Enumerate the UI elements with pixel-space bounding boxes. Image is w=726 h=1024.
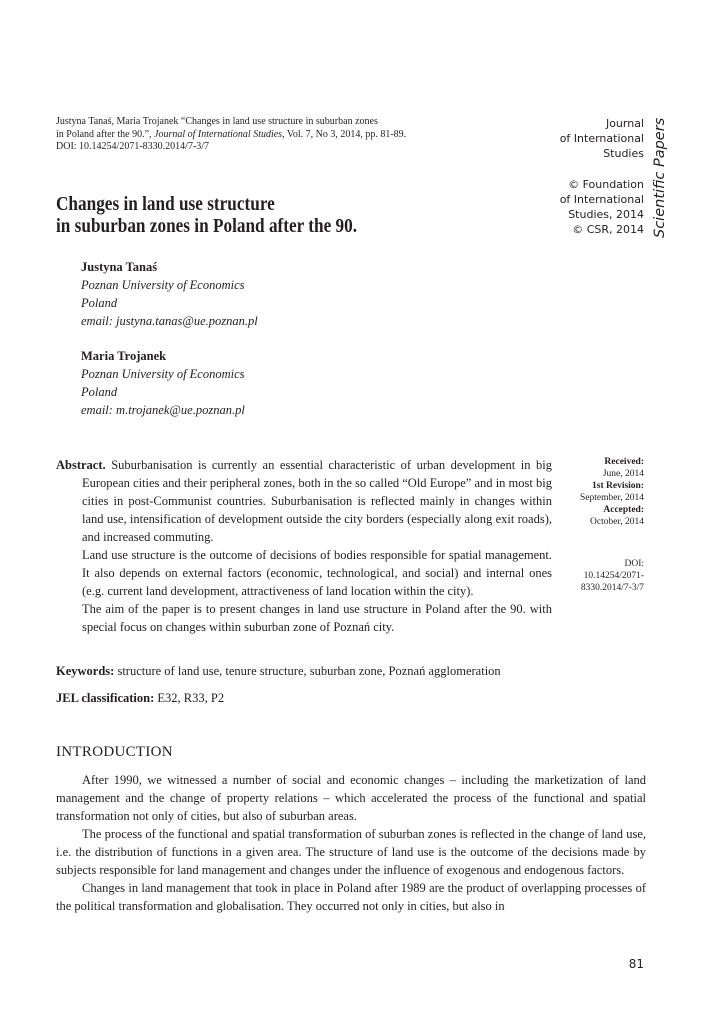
- citation-line-1: Justyna Tanaś, Maria Trojanek “Changes in land use structure in suburban zones: [56, 116, 378, 127]
- copyright-line-2: of International: [559, 193, 644, 206]
- accepted-date: October, 2014: [590, 517, 644, 527]
- doi-line-1: 10.14254/2071-: [583, 571, 644, 581]
- abstract-paragraph-2: Land use structure is the outcome of decisions of bodies responsible for spatial management. It also depends on external factors (economic, technological, and social) and internal ones (e.g. current land development, attractiveness of land location within the city).: [82, 548, 552, 598]
- jel-classification: [56, 689, 646, 707]
- title-line-1: Changes in land use structure: [56, 193, 275, 215]
- keywords: [56, 662, 646, 680]
- doi-line-2: 8330.2014/7-3/7: [580, 583, 644, 593]
- doi-label: DOI:: [624, 559, 644, 569]
- jel-label: JEL classification:: [56, 691, 155, 705]
- citation-header: [56, 116, 526, 154]
- citation-line-2-pre: in Poland after the 90.”,: [56, 128, 155, 140]
- author-affiliation: Poznan University of Economics: [81, 367, 245, 381]
- copyright-line-4: © CSR, 2014: [572, 223, 644, 236]
- author-email[interactable]: email: justyna.tanas@ue.poznan.pl: [81, 314, 258, 328]
- citation-doi: DOI: 10.14254/2071-8330.2014/7-3/7: [56, 141, 210, 152]
- copyright-line-1: © Foundation: [568, 178, 644, 191]
- citation-line-2: [56, 129, 526, 142]
- abstract: [56, 456, 552, 636]
- body-paragraph: After 1990, we witnessed a number of social and economic changes – including the marketization of land management and the change of property relations – which accelerated the process of the functional and spatial transformation not only of cities, but also of suburban areas.: [56, 773, 646, 823]
- author-country: Poland: [81, 296, 118, 310]
- author-block: [81, 258, 258, 330]
- submission-dates: [560, 456, 644, 528]
- page-number: 81: [628, 957, 644, 971]
- revision-label: 1st Revision:: [592, 481, 644, 491]
- keywords-label: Keywords:: [56, 664, 115, 678]
- abstract-paragraph-3: The aim of the paper is to present changes in land use structure in Poland after the 90. with special focus on changes within suburban zone of Poznań city.: [82, 602, 552, 634]
- author-country: Poland: [81, 385, 118, 399]
- title-line-2: in suburban zones in Poland after the 90.: [56, 215, 358, 237]
- paper-title: [56, 193, 409, 237]
- received-date: June, 2014: [602, 469, 644, 479]
- journal-line-3: Studies: [603, 147, 644, 160]
- author-name: Maria Trojanek: [81, 349, 167, 363]
- journal-line-2: of International: [559, 132, 644, 145]
- abstract-paragraph-1: Abstract. Suburbanisation is currently an essential characteristic of urban development in big European cities and their peripheral zones, both in the so called “Old Europe” and in most big cities in post-Communist countries. Suburbanisation is reflected mainly in changes within land use, intensification of development outside the city borders (especially along exit roads), and increased commuting.: [56, 458, 553, 544]
- body-paragraph: The process of the functional and spatial transformation of suburban zones is reflected in the change of land use, i.e. the distribution of functions in a given area. The structure of land use is the outcome of the decisions made by subjects responsible for land management and changes under the influence of exogenous and endogenous factors.: [56, 827, 646, 877]
- author-email[interactable]: email: m.trojanek@ue.poznan.pl: [81, 403, 245, 417]
- body-paragraph: Changes in land management that took in place in Poland after 1989 are the product of overlapping processes of the political transformation and globalisation. They occurred not only in cities, but also in: [56, 881, 646, 913]
- author-name: Justyna Tanaś: [81, 260, 158, 274]
- copyright-line-3: Studies, 2014: [568, 208, 644, 221]
- section-heading: INTRODUCTION: [56, 744, 173, 760]
- author-block: [81, 347, 245, 419]
- journal-line-1: Journal: [605, 117, 644, 130]
- jel-text: E32, R33, P2: [157, 691, 225, 705]
- abstract-label: Abstract.: [56, 458, 106, 472]
- revision-date: September, 2014: [580, 493, 644, 503]
- introduction-body: [56, 771, 646, 915]
- citation-journal-name: Journal of International Studies: [154, 128, 283, 140]
- keywords-text: structure of land use, tenure structure, suburban zone, Poznań agglomeration: [117, 664, 501, 678]
- received-label: Received:: [604, 457, 644, 467]
- scientific-papers-label: Scientific Papers: [652, 117, 668, 238]
- journal-info-block: [560, 116, 644, 237]
- doi-sidebar: [560, 558, 644, 594]
- accepted-label: Accepted:: [603, 505, 644, 515]
- author-affiliation: Poznan University of Economics: [81, 278, 245, 292]
- citation-line-2-post: , Vol. 7, No 3, 2014, pp. 81-89.: [282, 128, 407, 140]
